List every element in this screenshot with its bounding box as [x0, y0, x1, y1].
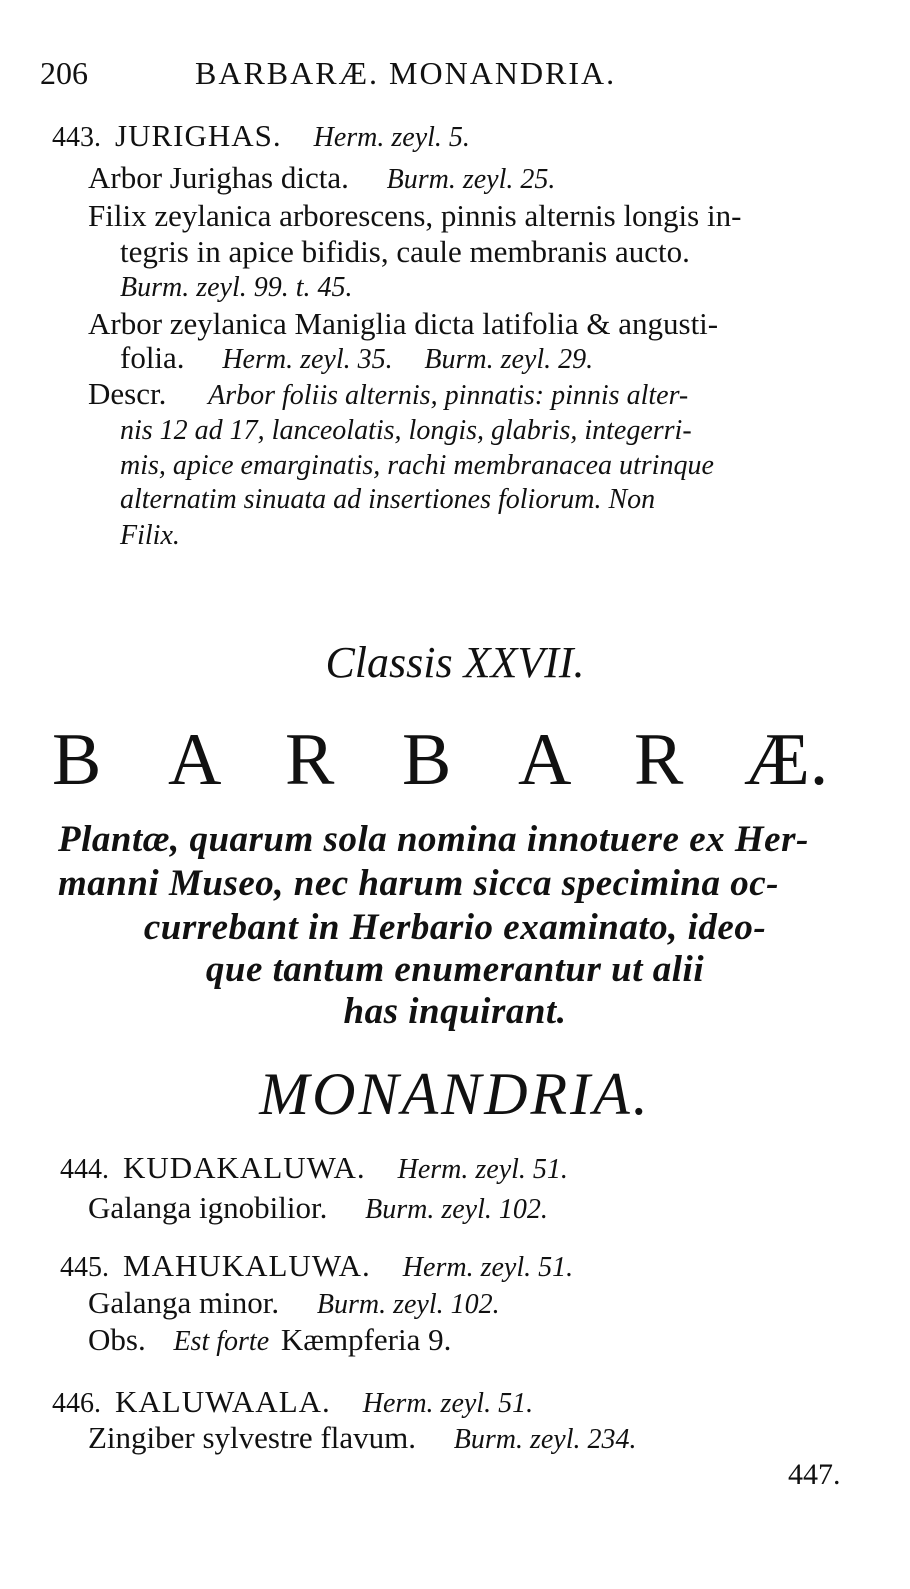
intro-line: manni Museo, nec harum sicca specimina oc- — [58, 863, 779, 904]
description-line: nis 12 ad 17, lanceolatis, longis, glabris, integerri- — [120, 415, 692, 446]
class-title-letter: Æ. — [744, 719, 829, 801]
entry-genus: JURIGHAS. — [115, 118, 282, 153]
entry-genus: KUDAKALUWA. — [123, 1150, 366, 1185]
intro-line: has inquirant. — [343, 991, 567, 1032]
entry-number: 444. — [60, 1154, 109, 1185]
class-title-letter: R — [285, 719, 335, 801]
class-title-letter: A — [168, 719, 222, 801]
synonym-line: Zingiber sylvestre flavum. Burm. zeyl. 234. — [88, 1420, 637, 1455]
synonym-line: Galanga ignobilior. Burm. zeyl. 102. — [88, 1190, 548, 1225]
page-number: 206 — [40, 55, 88, 91]
entry-genus: KALUWAALA. — [115, 1384, 331, 1419]
class-title-letter: B — [52, 719, 102, 801]
entry-number: 445. — [60, 1252, 109, 1283]
intro-line: currebant in Herbario examinato, ideo- — [143, 907, 767, 948]
synonym-line: Arbor zeylanica Maniglia dicta latifolia & angusti- — [88, 306, 719, 341]
entry-citation: Herm. zeyl. 51. — [362, 1388, 534, 1419]
synonym-citation: Burm. zeyl. 99. t. 45. — [120, 272, 353, 303]
entry-number: 443. — [52, 122, 101, 153]
synonym-line: Filix zeylanica arborescens, pinnis alternis longis in- — [88, 198, 742, 233]
synonym-line: Arbor Jurighas dicta. Burm. zeyl. 25. — [88, 160, 556, 195]
entry-445-head — [60, 1248, 573, 1284]
description-line: alternatim sinuata ad insertiones foliorum. Non — [120, 484, 656, 515]
class-title-letter: B — [402, 719, 452, 801]
entry-citation: Herm. zeyl. 5. — [313, 122, 470, 153]
catchword: 447. — [788, 1458, 841, 1491]
intro-line: Plantæ, quarum sola nomina innotuere ex Her- — [58, 819, 809, 860]
entry-number: 446. — [52, 1388, 101, 1419]
class-heading: Classis XXVII. — [325, 638, 585, 687]
entry-genus: MAHUKALUWA. — [123, 1248, 371, 1283]
description-line: Filix. — [120, 520, 180, 551]
description-line: Descr. Arbor foliis alternis, pinnatis: pinnis alter- — [88, 376, 689, 411]
entry-citation: Herm. zeyl. 51. — [402, 1252, 574, 1283]
section-title: MONANDRIA. — [259, 1061, 651, 1127]
running-title: BARBARÆ. MONANDRIA. — [195, 55, 617, 91]
class-title-letter: A — [518, 719, 572, 801]
synonym-line: Galanga minor. Burm. zeyl. 102. — [88, 1285, 500, 1320]
observation-line: Obs. Est forte Kæmpferia 9. — [88, 1322, 452, 1357]
class-title-letter: R — [634, 719, 684, 801]
intro-line: que tantum enumerantur ut alii — [205, 949, 705, 990]
entry-444-head — [60, 1150, 568, 1186]
class-title — [0, 718, 910, 808]
description-line: mis, apice emarginatis, rachi membranacea utrinque — [120, 450, 714, 481]
entry-443-head — [52, 118, 470, 154]
entry-446-head — [52, 1384, 533, 1420]
synonym-line: folia. Herm. zeyl. 35. Burm. zeyl. 29. — [120, 340, 594, 375]
entry-citation: Herm. zeyl. 51. — [397, 1154, 568, 1185]
synonym-line: tegris in apice bifidis, caule membranis aucto. — [120, 234, 690, 269]
